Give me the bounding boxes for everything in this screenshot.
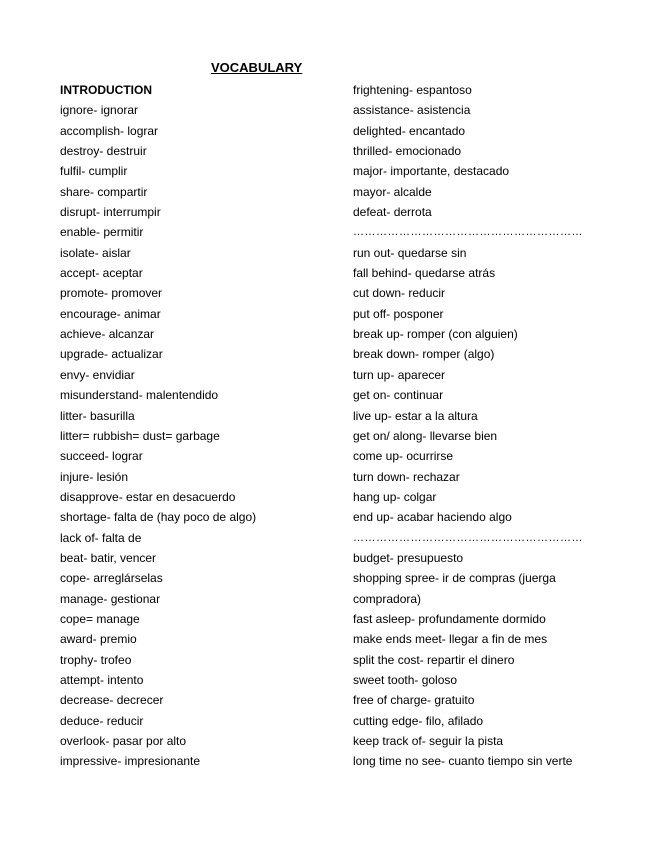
vocabulary-entry: major- importante, destacado — [353, 164, 510, 179]
vocabulary-entry: enable- permitir — [60, 225, 144, 240]
vocabulary-entry: misunderstand- malentendido — [60, 388, 219, 403]
vocabulary-entry: assistance- asistencia — [353, 103, 471, 118]
vocabulary-entry: live up- estar a la altura — [353, 408, 478, 423]
vocabulary-entry: sweet tooth- goloso — [353, 672, 458, 687]
vocabulary-entry: mayor- alcalde — [353, 184, 432, 199]
vocabulary-entry: impressive- impresionante — [60, 754, 201, 769]
vocabulary-entry: disrupt- interrumpir — [60, 205, 161, 220]
vocabulary-entry: defeat- derrota — [353, 205, 432, 220]
vocabulary-entry: fast asleep- profundamente dormido — [353, 611, 546, 626]
vocabulary-entry: isolate- aislar — [60, 245, 131, 260]
vocabulary-entry: ignore- ignorar — [60, 103, 139, 118]
vocabulary-entry: injure- lesión — [60, 469, 129, 484]
vocabulary-entry: end up- acabar haciendo algo — [353, 510, 512, 525]
right-vocabulary-column — [353, 80, 613, 772]
vocabulary-entry: award- premio — [60, 632, 137, 647]
vocabulary-entry: split the cost- repartir el dinero — [353, 652, 515, 667]
page-title: VOCABULARY — [211, 60, 303, 75]
vocabulary-entry: run out- quedarse sin — [353, 245, 467, 260]
vocabulary-entry: envy- envidiar — [60, 367, 135, 382]
vocabulary-entry: destroy- destruir — [60, 144, 147, 159]
vocabulary-entry: promote- promover — [60, 286, 163, 301]
dotted-separator: …………………………………………………… — [353, 531, 583, 544]
vocabulary-entry: turn up- aparecer — [353, 367, 446, 382]
vocabulary-entry: attempt- intento — [60, 672, 144, 687]
vocabulary-entry: come up- ocurrirse — [353, 449, 454, 464]
vocabulary-entry: cutting edge- filo, afilado — [353, 713, 484, 728]
left-vocabulary-column — [60, 80, 340, 772]
vocabulary-entry: make ends meet- llegar a fin de mes — [353, 632, 548, 647]
vocabulary-entry: manage- gestionar — [60, 591, 161, 606]
vocabulary-entry: get on/ along- llevarse bien — [353, 428, 498, 443]
vocabulary-entry: accomplish- lograr — [60, 123, 159, 138]
vocabulary-entry: get on- continuar — [353, 388, 444, 403]
vocabulary-entry: beat- batir, vencer — [60, 550, 157, 565]
vocabulary-entry: put off- posponer — [353, 306, 444, 321]
vocabulary-entry: keep track of- seguir la pista — [353, 734, 504, 748]
vocabulary-entry: decrease- decrecer — [60, 693, 164, 708]
vocabulary-entry: break down- romper (algo) — [353, 347, 495, 362]
vocabulary-entry: cut down- reducir — [353, 286, 446, 301]
vocabulary-entry: shopping spree- ir de compras (juerga — [353, 571, 556, 586]
vocabulary-entry: free of charge- gratuito — [353, 693, 475, 708]
vocabulary-entry: break up- romper (con alguien) — [353, 327, 518, 342]
vocabulary-entry: trophy- trofeo — [60, 652, 132, 667]
vocabulary-entry: encourage- animar — [60, 306, 161, 321]
section-heading: INTRODUCTION — [60, 83, 152, 97]
vocabulary-entry: thrilled- emocionado — [353, 144, 462, 159]
vocabulary-entry: cope- arreglárselas — [60, 571, 163, 586]
vocabulary-entry: fulfil- cumplir — [60, 164, 128, 179]
vocabulary-entry: overlook- pasar por alto — [60, 734, 187, 748]
vocabulary-entry: budget- presupuesto — [353, 550, 464, 565]
vocabulary-entry: frightening- espantoso — [353, 83, 472, 97]
vocabulary-entry: litter- basurilla — [60, 408, 135, 423]
vocabulary-entry: delighted- encantado — [353, 123, 466, 138]
dotted-separator: …………………………………………………… — [353, 226, 583, 239]
vocabulary-entry: shortage- falta de (hay poco de algo) — [60, 510, 257, 525]
vocabulary-entry: disapprove- estar en desacuerdo — [60, 489, 236, 504]
vocabulary-entry: lack of- falta de — [60, 530, 142, 545]
vocabulary-entry: compradora) — [353, 591, 422, 606]
vocabulary-entry: achieve- alcanzar — [60, 327, 155, 342]
vocabulary-entry: deduce- reducir — [60, 713, 144, 728]
vocabulary-entry: litter= rubbish= dust= garbage — [60, 428, 220, 443]
vocabulary-entry: cope= manage — [60, 611, 140, 626]
vocabulary-entry: upgrade- actualizar — [60, 347, 163, 362]
vocabulary-entry: share- compartir — [60, 184, 148, 199]
vocabulary-entry: turn down- rechazar — [353, 469, 460, 484]
vocabulary-entry: accept- aceptar — [60, 266, 143, 281]
vocabulary-entry: long time no see- cuanto tiempo sin verte — [353, 754, 573, 769]
vocabulary-entry: hang up- colgar — [353, 489, 437, 504]
vocabulary-entry: fall behind- quedarse atrás — [353, 266, 496, 281]
vocabulary-entry: succeed- lograr — [60, 449, 143, 464]
